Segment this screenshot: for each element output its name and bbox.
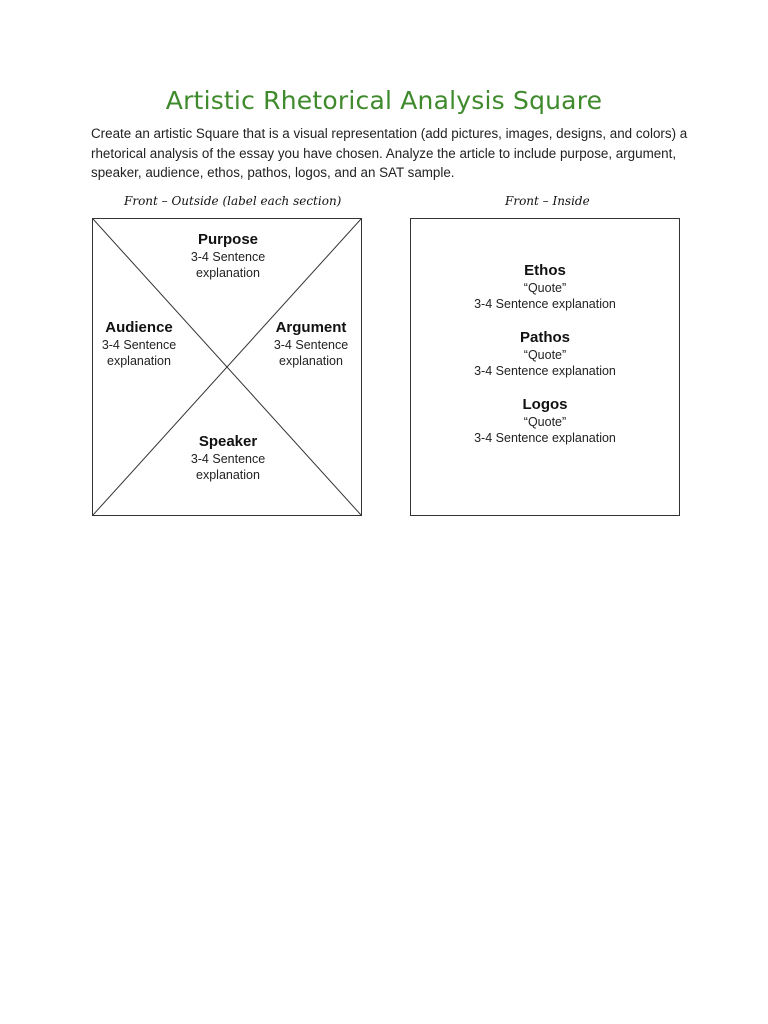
logos-block [411, 396, 679, 446]
logos-heading: Logos [522, 396, 568, 413]
purpose-section [178, 231, 278, 281]
audience-line2: explanation [107, 354, 171, 368]
outside-square [92, 218, 362, 516]
argument-section [265, 319, 357, 369]
purpose-line2: explanation [196, 266, 260, 280]
pathos-quote: “Quote” [523, 348, 567, 362]
audience-section [97, 319, 181, 369]
pathos-block [411, 329, 679, 379]
purpose-line1: 3-4 Sentence [190, 250, 266, 264]
argument-line1: 3-4 Sentence [273, 338, 349, 352]
speaker-section [178, 433, 278, 483]
speaker-line1: 3-4 Sentence [190, 452, 266, 466]
speaker-line2: explanation [196, 468, 260, 482]
pathos-heading: Pathos [519, 329, 570, 346]
ethos-heading: Ethos [524, 262, 566, 279]
logos-text: 3-4 Sentence explanation [474, 431, 616, 445]
audience-line1: 3-4 Sentence [101, 338, 177, 352]
ethos-quote: “Quote” [523, 281, 567, 295]
speaker-heading: Speaker [198, 433, 258, 450]
outside-caption: Front – Outside (label each section) [124, 194, 342, 208]
page-title: Artistic Rhetorical Analysis Square [165, 86, 603, 115]
pathos-text: 3-4 Sentence explanation [474, 364, 616, 378]
inside-caption: Front – Inside [505, 194, 590, 208]
logos-quote: “Quote” [523, 415, 567, 429]
purpose-heading: Purpose [197, 231, 258, 248]
argument-line2: explanation [279, 354, 343, 368]
ethos-text: 3-4 Sentence explanation [474, 297, 616, 311]
ethos-block [411, 262, 679, 312]
inside-square [410, 218, 680, 516]
argument-heading: Argument [275, 319, 347, 336]
intro-paragraph: Create an artistic Square that is a visual representation (add pictures, images, designs, and colors) a rhetorical analysis of the essay you have chosen. Analyze the article to include purpose, argument, speaker, audience, ethos, pathos, logos, and an SAT sample. [91, 126, 688, 180]
audience-heading: Audience [105, 319, 173, 336]
